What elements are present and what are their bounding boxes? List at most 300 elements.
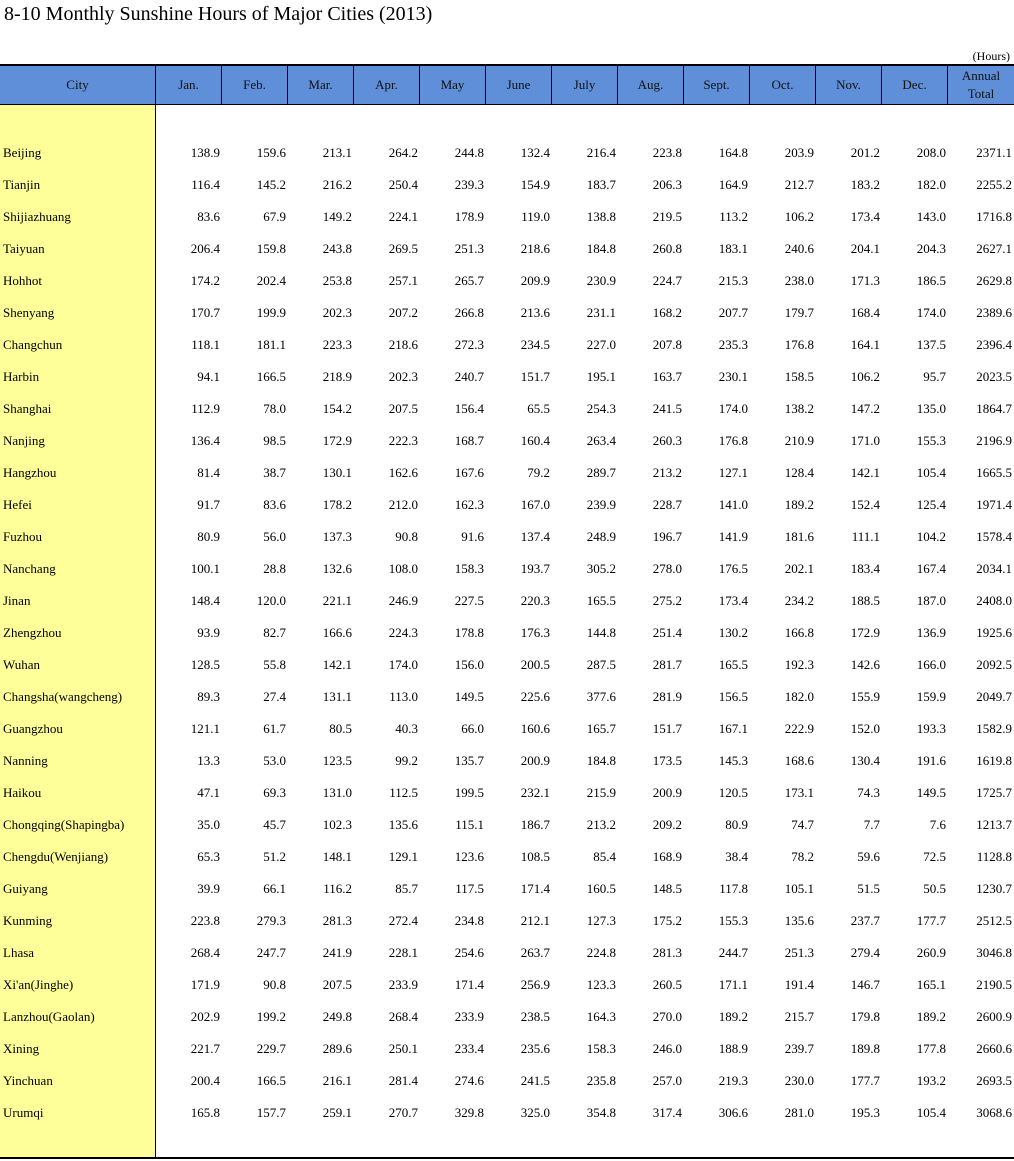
month-value-cell: 130.2 [718,625,748,640]
month-value-cell: 213.6 [520,305,550,320]
month-value-cell: 53.0 [263,753,286,768]
month-value-cell: 257.1 [388,273,418,288]
month-value-cell: 173.4 [850,209,880,224]
month-value-cell: 165.5 [718,657,748,672]
month-value-cell: 148.1 [322,849,352,864]
month-value-cell: 137.5 [916,337,946,352]
month-value-cell: 281.4 [388,1073,418,1088]
month-value-cell: 260.8 [652,241,682,256]
month-value-cell: 158.3 [454,561,484,576]
month-value-cell: 207.8 [652,337,682,352]
annual-total-cell: 2627.1 [976,241,1012,256]
month-value-cell: 137.3 [322,529,352,544]
month-value-cell: 154.9 [520,177,550,192]
month-value-cell: 204.1 [850,241,880,256]
month-value-cell: 79.2 [527,465,550,480]
month-value-cell: 200.5 [520,657,550,672]
annual-total-cell: 3046.8 [976,945,1012,960]
month-value-cell: 209.2 [652,817,682,832]
month-value-cell: 199.5 [454,785,484,800]
month-value-cell: 166.6 [322,625,352,640]
month-value-cell: 137.4 [520,529,550,544]
month-value-cell: 121.1 [190,721,220,736]
month-value-cell: 40.3 [395,721,418,736]
month-value-cell: 208.0 [916,145,946,160]
month-value-cell: 289.7 [586,465,616,480]
month-value-cell: 164.8 [718,145,748,160]
month-value-cell: 181.6 [784,529,814,544]
annual-total-cell: 2512.5 [976,913,1012,928]
month-value-cell: 189.2 [784,497,814,512]
month-value-cell: 325.0 [520,1105,550,1120]
header-may: May [420,66,486,104]
month-value-cell: 182.0 [784,689,814,704]
month-value-cell: 56.0 [263,529,286,544]
month-value-cell: 50.5 [923,881,946,896]
month-value-cell: 155.3 [916,433,946,448]
month-value-cell: 244.7 [718,945,748,960]
month-value-cell: 281.3 [322,913,352,928]
annual-total-cell: 2408.0 [976,593,1012,608]
month-value-cell: 168.7 [454,433,484,448]
table-row [0,265,1014,297]
month-value-cell: 266.8 [454,305,484,320]
month-value-cell: 191.4 [784,977,814,992]
month-value-cell: 143.0 [916,209,946,224]
month-value-cell: 195.1 [586,369,616,384]
month-value-cell: 179.8 [850,1009,880,1024]
month-value-cell: 238.5 [520,1009,550,1024]
month-value-cell: 142.1 [322,657,352,672]
month-value-cell: 82.7 [263,625,286,640]
month-value-cell: 200.9 [652,785,682,800]
month-value-cell: 177.7 [916,913,946,928]
month-value-cell: 287.5 [586,657,616,672]
month-value-cell: 206.3 [652,177,682,192]
month-value-cell: 200.4 [190,1073,220,1088]
city-name: Jinan [3,593,31,608]
month-value-cell: 191.6 [916,753,946,768]
month-value-cell: 183.4 [850,561,880,576]
header-city: City [0,66,156,104]
header-annual-total [948,66,1014,104]
month-value-cell: 55.8 [263,657,286,672]
city-name: Hangzhou [3,465,57,480]
month-value-cell: 241.5 [520,1073,550,1088]
annual-total-cell: 2371.1 [976,145,1012,160]
month-value-cell: 254.3 [586,401,616,416]
month-value-cell: 172.9 [322,433,352,448]
month-value-cell: 123.3 [586,977,616,992]
month-value-cell: 281.0 [784,1105,814,1120]
table-row [0,649,1014,681]
month-value-cell: 174.0 [916,305,946,320]
month-value-cell: 188.5 [850,593,880,608]
month-value-cell: 166.5 [256,369,286,384]
month-value-cell: 171.0 [850,433,880,448]
month-value-cell: 227.0 [586,337,616,352]
city-name: Nanjing [3,433,45,448]
city-name: Beijing [3,145,42,160]
month-value-cell: 61.7 [263,721,286,736]
month-value-cell: 158.3 [586,1041,616,1056]
month-value-cell: 128.5 [190,657,220,672]
month-value-cell: 216.1 [322,1073,352,1088]
month-value-cell: 215.7 [784,1009,814,1024]
month-value-cell: 173.4 [718,593,748,608]
month-value-cell: 89.3 [197,689,220,704]
month-value-cell: 250.4 [388,177,418,192]
header-july: July [552,66,618,104]
month-value-cell: 189.2 [916,1009,946,1024]
header-dec: Dec. [882,66,948,104]
month-value-cell: 230.1 [718,369,748,384]
city-name: Nanchang [3,561,56,576]
month-value-cell: 80.5 [329,721,352,736]
annual-total-cell: 2196.9 [976,433,1012,448]
month-value-cell: 100.1 [190,561,220,576]
table-row [0,489,1014,521]
month-value-cell: 136.4 [190,433,220,448]
month-value-cell: 146.7 [850,977,880,992]
month-value-cell: 264.2 [388,145,418,160]
month-value-cell: 176.8 [784,337,814,352]
table-row [0,361,1014,393]
month-value-cell: 81.4 [197,465,220,480]
month-value-cell: 212.1 [520,913,550,928]
month-value-cell: 176.3 [520,625,550,640]
month-value-cell: 159.6 [256,145,286,160]
bottom-rule [0,1157,1014,1159]
month-value-cell: 45.7 [263,817,286,832]
month-value-cell: 168.6 [784,753,814,768]
month-value-cell: 249.8 [322,1009,352,1024]
month-value-cell: 175.2 [652,913,682,928]
month-value-cell: 225.6 [520,689,550,704]
month-value-cell: 210.9 [784,433,814,448]
month-value-cell: 106.2 [784,209,814,224]
month-value-cell: 135.0 [916,401,946,416]
header-apr: Apr. [354,66,420,104]
month-value-cell: 171.3 [850,273,880,288]
month-value-cell: 152.0 [850,721,880,736]
month-value-cell: 251.3 [784,945,814,960]
month-value-cell: 228.1 [388,945,418,960]
month-value-cell: 91.7 [197,497,220,512]
month-value-cell: 127.1 [718,465,748,480]
month-value-cell: 38.4 [725,849,748,864]
annual-total-cell: 2693.5 [976,1073,1012,1088]
month-value-cell: 141.9 [718,529,748,544]
month-value-cell: 144.8 [586,625,616,640]
month-value-cell: 65.5 [527,401,550,416]
month-value-cell: 317.4 [652,1105,682,1120]
table-row [0,137,1014,169]
month-value-cell: 168.9 [652,849,682,864]
month-value-cell: 147.2 [850,401,880,416]
month-value-cell: 83.6 [197,209,220,224]
month-value-cell: 224.1 [388,209,418,224]
month-value-cell: 206.4 [190,241,220,256]
month-value-cell: 90.8 [263,977,286,992]
table-row [0,329,1014,361]
month-value-cell: 230.9 [586,273,616,288]
month-value-cell: 116.2 [323,881,352,896]
month-value-cell: 59.6 [857,849,880,864]
month-value-cell: 154.2 [322,401,352,416]
month-value-cell: 117.5 [455,881,484,896]
city-name: Taiyuan [3,241,45,256]
month-value-cell: 213.2 [586,817,616,832]
month-value-cell: 199.9 [256,305,286,320]
month-value-cell: 183.2 [850,177,880,192]
month-value-cell: 207.5 [388,401,418,416]
month-value-cell: 135.6 [784,913,814,928]
month-value-cell: 119.0 [521,209,550,224]
table-row [0,585,1014,617]
month-value-cell: 123.5 [322,753,352,768]
month-value-cell: 156.4 [454,401,484,416]
month-value-cell: 94.1 [197,369,220,384]
month-value-cell: 289.6 [322,1041,352,1056]
annual-total-cell: 2660.6 [976,1041,1012,1056]
header-oct: Oct. [750,66,816,104]
month-value-cell: 235.8 [586,1073,616,1088]
month-value-cell: 281.3 [652,945,682,960]
month-value-cell: 183.1 [718,241,748,256]
month-value-cell: 138.2 [784,401,814,416]
month-value-cell: 173.5 [652,753,682,768]
month-value-cell: 145.2 [256,177,286,192]
month-value-cell: 136.9 [916,625,946,640]
month-value-cell: 66.1 [263,881,286,896]
month-value-cell: 224.3 [388,625,418,640]
month-value-cell: 165.8 [190,1105,220,1120]
month-value-cell: 166.5 [256,1073,286,1088]
month-value-cell: 165.5 [586,593,616,608]
city-name: Harbin [3,369,40,384]
annual-total-cell: 2389.6 [976,305,1012,320]
month-value-cell: 177.7 [850,1073,880,1088]
month-value-cell: 224.8 [586,945,616,960]
month-value-cell: 227.5 [454,593,484,608]
month-value-cell: 306.6 [718,1105,748,1120]
month-value-cell: 174.0 [718,401,748,416]
month-value-cell: 112.9 [191,401,220,416]
table-header [0,66,1014,105]
month-value-cell: 159.8 [256,241,286,256]
month-value-cell: 263.4 [586,433,616,448]
month-value-cell: 156.0 [454,657,484,672]
month-value-cell: 224.7 [652,273,682,288]
city-name: Wuhan [3,657,41,672]
month-value-cell: 193.7 [520,561,550,576]
month-value-cell: 80.9 [197,529,220,544]
month-value-cell: 241.5 [652,401,682,416]
month-value-cell: 272.3 [454,337,484,352]
month-value-cell: 174.2 [190,273,220,288]
month-value-cell: 105.4 [916,465,946,480]
month-value-cell: 125.4 [916,497,946,512]
city-name: Hefei [3,497,32,512]
month-value-cell: 228.7 [652,497,682,512]
month-value-cell: 240.6 [784,241,814,256]
header-nov: Nov. [816,66,882,104]
annual-total-cell: 2396.4 [976,337,1012,352]
month-value-cell: 202.9 [190,1009,220,1024]
month-value-cell: 120.5 [718,785,748,800]
table-row [0,809,1014,841]
month-value-cell: 104.2 [916,529,946,544]
month-value-cell: 213.2 [652,465,682,480]
header-total-line2: Total [967,86,995,101]
month-value-cell: 106.2 [850,369,880,384]
month-value-cell: 128.4 [784,465,814,480]
table-row [0,1033,1014,1065]
table-row [0,841,1014,873]
annual-total-cell: 3068.6 [976,1105,1012,1120]
month-value-cell: 7.6 [929,817,946,832]
month-value-cell: 69.3 [263,785,286,800]
table-row [0,297,1014,329]
month-value-cell: 115.1 [455,817,484,832]
month-value-cell: 112.5 [389,785,418,800]
month-value-cell: 145.3 [718,753,748,768]
month-value-cell: 91.6 [461,529,484,544]
month-value-cell: 39.9 [197,881,220,896]
month-value-cell: 278.0 [652,561,682,576]
city-name: Shijiazhuang [3,209,71,224]
header-feb: Feb. [222,66,288,104]
month-value-cell: 108.0 [388,561,418,576]
month-value-cell: 254.6 [454,945,484,960]
month-value-cell: 244.8 [454,145,484,160]
month-value-cell: 231.1 [586,305,616,320]
month-value-cell: 219.3 [718,1073,748,1088]
month-value-cell: 142.1 [850,465,880,480]
header-aug: Aug. [618,66,684,104]
month-value-cell: 162.6 [388,465,418,480]
month-value-cell: 168.2 [652,305,682,320]
month-value-cell: 230.0 [784,1073,814,1088]
city-name: Chongqing(Shapingba) [3,817,125,832]
month-value-cell: 172.9 [850,625,880,640]
month-value-cell: 130.1 [322,465,352,480]
month-value-cell: 177.8 [916,1041,946,1056]
month-value-cell: 246.0 [652,1041,682,1056]
month-value-cell: 159.9 [916,689,946,704]
month-value-cell: 216.2 [322,177,352,192]
header-total-line1: Annual [961,68,1001,83]
month-value-cell: 173.1 [784,785,814,800]
annual-total-cell: 2629.8 [976,273,1012,288]
month-value-cell: 268.4 [190,945,220,960]
city-name: Zhengzhou [3,625,62,640]
month-value-cell: 218.6 [388,337,418,352]
month-value-cell: 229.7 [256,1041,286,1056]
month-value-cell: 270.0 [652,1009,682,1024]
month-value-cell: 132.6 [322,561,352,576]
month-value-cell: 189.2 [718,1009,748,1024]
month-value-cell: 221.1 [322,593,352,608]
month-value-cell: 85.7 [395,881,418,896]
month-value-cell: 193.3 [916,721,946,736]
month-value-cell: 188.9 [718,1041,748,1056]
city-name: Kunming [3,913,53,928]
month-value-cell: 168.4 [850,305,880,320]
city-name: Lanzhou(Gaolan) [3,1009,95,1024]
month-value-cell: 93.9 [197,625,220,640]
month-value-cell: 200.9 [520,753,550,768]
table-row [0,969,1014,1001]
month-value-cell: 354.8 [586,1105,616,1120]
month-value-cell: 85.4 [593,849,616,864]
month-value-cell: 281.7 [652,657,682,672]
month-value-cell: 181.1 [256,337,286,352]
month-value-cell: 204.3 [916,241,946,256]
month-value-cell: 83.6 [263,497,286,512]
month-value-cell: 235.6 [520,1041,550,1056]
month-value-cell: 219.5 [652,209,682,224]
city-name: Haikou [3,785,42,800]
month-value-cell: 234.5 [520,337,550,352]
month-value-cell: 155.3 [718,913,748,928]
month-value-cell: 95.7 [923,369,946,384]
month-value-cell: 149.5 [916,785,946,800]
month-value-cell: 182.0 [916,177,946,192]
annual-total-cell: 2190.5 [976,977,1012,992]
month-value-cell: 189.8 [850,1041,880,1056]
month-value-cell: 166.0 [916,657,946,672]
month-value-cell: 123.6 [454,849,484,864]
month-value-cell: 235.3 [718,337,748,352]
month-value-cell: 251.3 [454,241,484,256]
month-value-cell: 221.7 [190,1041,220,1056]
month-value-cell: 257.0 [652,1073,682,1088]
city-name: Xining [3,1041,40,1056]
month-value-cell: 279.3 [256,913,286,928]
month-value-cell: 234.2 [784,593,814,608]
month-value-cell: 263.7 [520,945,550,960]
month-value-cell: 281.9 [652,689,682,704]
annual-total-cell: 1128.8 [976,849,1012,864]
month-value-cell: 116.4 [191,177,220,192]
month-value-cell: 165.1 [916,977,946,992]
table-row [0,745,1014,777]
month-value-cell: 233.4 [454,1041,484,1056]
annual-total-cell: 2600.9 [976,1009,1012,1024]
month-value-cell: 265.7 [454,273,484,288]
month-value-cell: 215.9 [586,785,616,800]
month-value-cell: 209.9 [520,273,550,288]
month-value-cell: 117.8 [719,881,748,896]
month-value-cell: 260.9 [916,945,946,960]
month-value-cell: 233.9 [454,1009,484,1024]
month-value-cell: 74.7 [791,817,814,832]
month-value-cell: 202.3 [388,369,418,384]
month-value-cell: 138.8 [586,209,616,224]
month-value-cell: 250.1 [388,1041,418,1056]
annual-total-cell: 2034.1 [976,561,1012,576]
month-value-cell: 220.3 [520,593,550,608]
table-row [0,1065,1014,1097]
month-value-cell: 203.9 [784,145,814,160]
month-value-cell: 207.2 [388,305,418,320]
month-value-cell: 120.0 [256,593,286,608]
month-value-cell: 108.5 [520,849,550,864]
month-value-cell: 151.7 [520,369,550,384]
city-name: Urumqi [3,1105,44,1120]
